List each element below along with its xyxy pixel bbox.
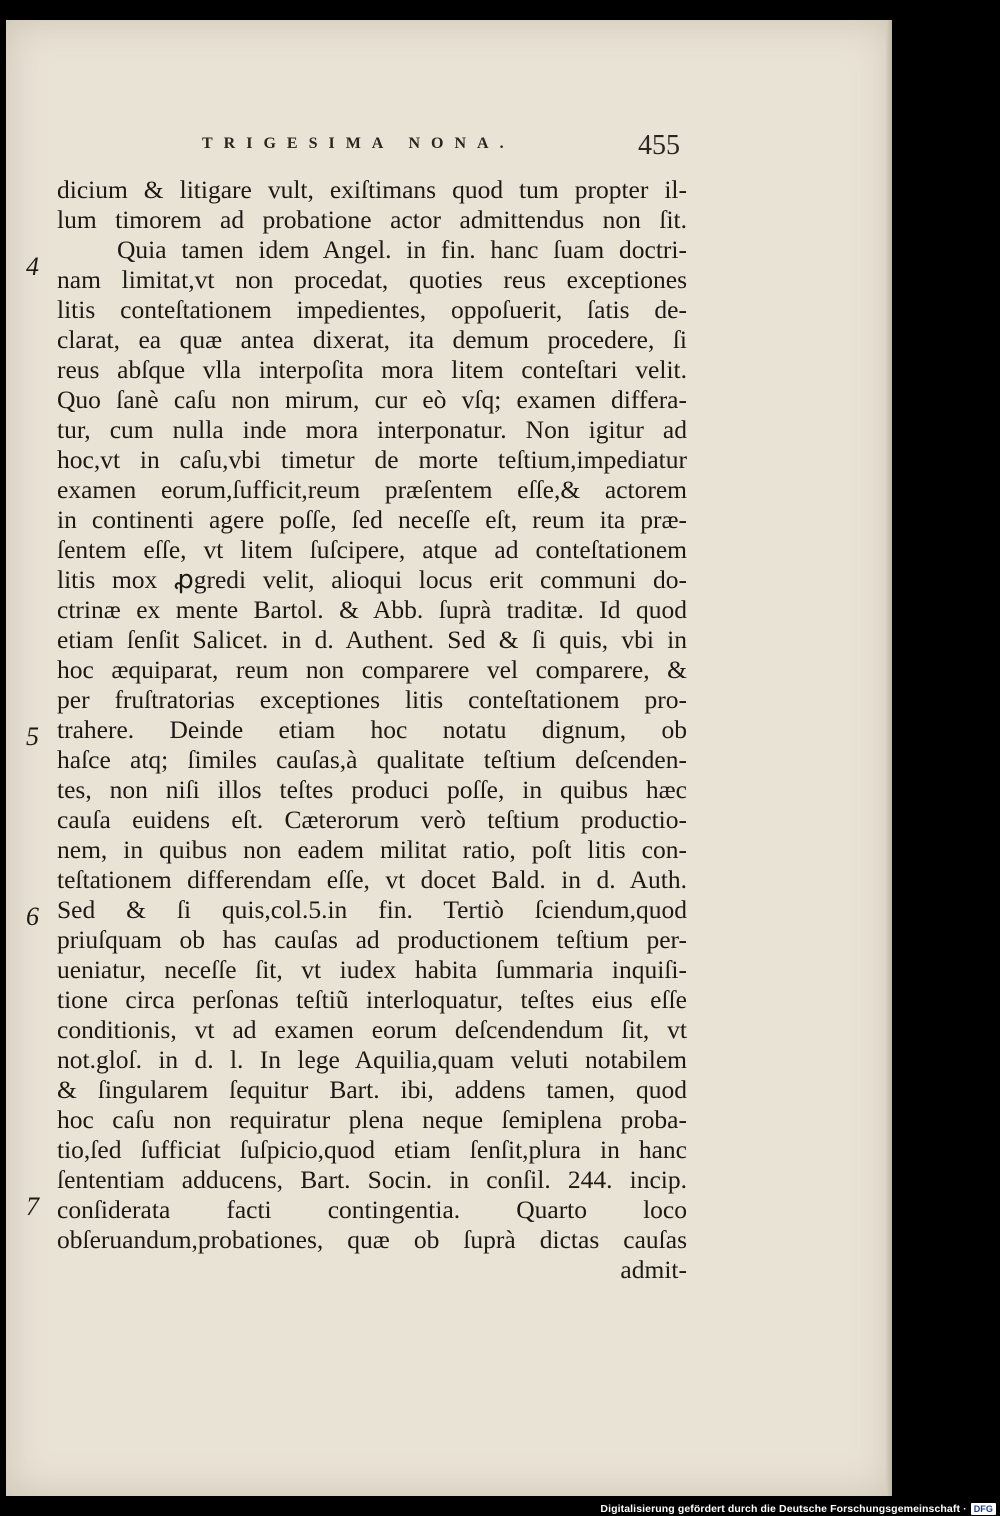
text-line: in continenti agere poſſe, ſed neceſſe eſt, reum ita præ-	[57, 505, 687, 534]
text-line: Sed & ſi quis,col.5.in fin. Tertiò ſciendum,quod	[57, 895, 687, 924]
text-line: tione circa perſonas teſtiũ interloquatur, teſtes eius eſſe	[57, 985, 687, 1014]
text-line: hoc æquiparat, reum non comparere vel comparere, &	[57, 655, 687, 684]
text-line: & ſingularem ſequitur Bart. ibi, addens tamen, quod	[57, 1075, 687, 1104]
catchword: admit-	[620, 1255, 687, 1284]
text-line: not.gloſ. in d. l. In lege Aquilia,quam veluti notabilem	[57, 1045, 687, 1074]
text-line: conſiderata facti contingentia. Quarto loco	[57, 1195, 687, 1224]
text-line: ſentem eſſe, vt litem ſuſcipere, atque ad conteſtationem	[57, 535, 687, 564]
text-line: etiam ſenſit Salicet. in d. Authent. Sed & ſi quis, vbi in	[57, 625, 687, 654]
text-line: nam limitat,vt non procedat, quoties reus exceptiones	[57, 265, 687, 294]
text-line: hoc caſu non requiratur plena neque ſemiplena proba-	[57, 1105, 687, 1134]
text-line: tes, non niſi illos teſtes produci poſſe, in quibus hæc	[57, 775, 687, 804]
dfg-logo: DFG	[971, 1503, 996, 1515]
page-edge	[886, 20, 892, 1496]
text-line: reus abſque vlla interpoſita mora litem conteſtari velit.	[57, 355, 687, 384]
text-line: litis conteſtationem impedientes, oppoſuerit, ſatis de-	[57, 295, 687, 324]
text-line: cauſa euidens eſt. Cæterorum verò teſtium productio-	[57, 805, 687, 834]
text-line: tio,ſed ſufficiat ſuſpicio,quod etiam ſenſit,plura in hanc	[57, 1135, 687, 1164]
text-line: dicium & litigare vult, exiſtimans quod tum propter il-	[57, 175, 687, 204]
text-line: trahere. Deinde etiam hoc notatu dignum, ob	[57, 715, 687, 744]
margin-number: 6	[26, 902, 39, 931]
margin-number: 7	[26, 1192, 39, 1221]
text-line: ctrinæ ex mente Bartol. & Abb. ſuprà traditæ. Id quod	[57, 595, 687, 624]
margin-number: 5	[26, 722, 39, 751]
body-text	[57, 175, 687, 1285]
book-page	[6, 20, 892, 1496]
text-line: tur, cum nulla inde mora interponatur. Non igitur ad	[57, 415, 687, 444]
funding-note: Digitalisierung gefördert durch die Deutsche Forschungsgemeinschaft ·	[600, 1503, 967, 1515]
text-line: nem, in quibus non eadem militat ratio, poſt litis con-	[57, 835, 687, 864]
text-line: obſeruandum,probationes, quæ ob ſuprà dictas cauſas	[57, 1225, 687, 1254]
text-line: ſententiam adducens, Bart. Socin. in conſil. 244. incip.	[57, 1165, 687, 1194]
margin-number: 4	[26, 252, 39, 281]
text-line: Quo ſanè caſu non mirum, cur eò vſq; examen differa-	[57, 385, 687, 414]
text-line: conditionis, vt ad examen eorum deſcendendum ſit, vt	[57, 1015, 687, 1044]
text-line: ueniatur, neceſſe ſit, vt iudex habita ſummaria inquiſi-	[57, 955, 687, 984]
running-head: TRIGESIMA NONA.	[202, 135, 515, 152]
text-line: haſce atq; ſimiles cauſas,à qualitate teſtium deſcenden-	[57, 745, 687, 774]
text-line: lum timorem ad probatione actor admittendus non ſit.	[57, 205, 687, 234]
text-line: Quia tamen idem Angel. in fin. hanc ſuam doctri-	[117, 235, 687, 264]
page-number: 455	[638, 130, 680, 161]
text-line: per fruſtratorias exceptiones litis conteſtationem pro-	[57, 685, 687, 714]
text-line: priuſquam ob has cauſas ad productionem teſtium per-	[57, 925, 687, 954]
text-line: examen eorum,ſufficit,reum præſentem eſſe,& actorem	[57, 475, 687, 504]
text-line: teſtationem differendam eſſe, vt docet Bald. in d. Auth.	[57, 865, 687, 894]
digitization-credit	[600, 1503, 996, 1515]
text-line: hoc,vt in caſu,vbi timetur de morte teſtium,impediatur	[57, 445, 687, 474]
text-line: litis mox ꝓgredi velit, alioqui locus erit communi do-	[57, 565, 687, 594]
text-line: clarat, ea quæ antea dixerat, ita demum procedere, ſi	[57, 325, 687, 354]
